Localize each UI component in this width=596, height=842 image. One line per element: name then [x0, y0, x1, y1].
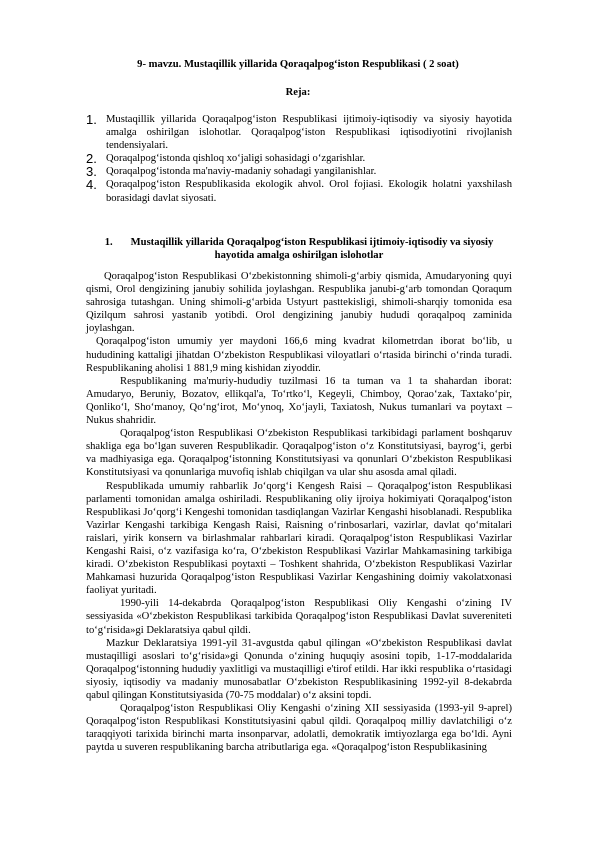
plan-list: [86, 113, 512, 205]
paragraph: Qoraqalpog‘iston Respublikasi Oliy Kengashi o‘zining XII sessiyasida (1993-yil 9-aprel) Qoraqalpog‘iston Respublikasi Konstitutsiyasini qabul qildi. Qoraqalpoq milliy davlatchiligi o‘z taraqqiyoti tarixida birinchi marta insonparvar, adolatli, demokratik imtiyozlarga ega bo‘ldi. Ayni paytda u suveren respublikaning barcha atributlariga ega. «Qoraqalpog‘iston Respublikasining: [86, 703, 512, 754]
plan-item-text: Qoraqalpog‘istonda ma'naviy-madaniy sohadagi yangilanishlar.: [106, 166, 377, 178]
section-number: 1.: [104, 237, 113, 248]
plan-item-number: 1.: [86, 112, 97, 127]
section-heading-text: Mustaqillik yillarida Qoraqalpog‘iston Respublikasi ijtimoiy-iqtisodiy va siyosiy hayotida amalga oshirilgan islohotlar: [130, 237, 494, 262]
plan-item-number: 3.: [86, 164, 97, 180]
plan-item: [86, 152, 512, 165]
plan-item-number: 2.: [86, 151, 97, 167]
plan-item-text: Mustaqillik yillarida Qoraqalpog‘iston Respublikasi ijtimoiy-iqtisodiy va siyosiy hayotida amalga oshirilgan islohotlar. Qoraqalpog‘iston Respublikasi iqtisodiyotini rivojlanish tendensiyalari.: [106, 114, 512, 152]
paragraph: Qoraqalpog‘iston Respublikasi O‘zbekiston Respublikasi tarkibidagi parlament boshqaruv shakliga ega bo‘lgan suveren Respublikadir. Qoraqalpog‘iston o‘z Konstitutsiyasi, bayrog‘i, gerbi va madhiyasiga ega. Qoraqalpog‘istonning Konstitutsiyasi va qonunlari O‘zbekiston Respublikasi Konstitutsiyasi va qonunlariga muvofiq ishlab chiqilgan va ular shu asosda amal qiladi.: [86, 428, 512, 479]
paragraph: Respublikaning ma'muriy-hududiy tuzilmasi 16 ta tuman va 1 ta shahardan iborat: Amudaryo, Beruniy, Bozatov, ellikqal'a, To‘rtko‘l, Kegeyli, Chimboy, Qorao‘zak, Taxtako‘pir, Qonliko‘l, Sho‘manoy, Qo‘ng‘irot, Mo‘ynoq, Xo‘jayli, Taxiatosh, Nukus tumanlari va poytaxt – Nukus shahridir.: [86, 375, 512, 427]
plan-item-number: 4.: [86, 177, 97, 193]
plan-item: [86, 113, 512, 152]
paragraph: Qoraqalpog‘iston Respublikasi O‘zbekistonning shimoli-g‘arbiy qismida, Amudaryoning quyi qismi, Orol dengizining janubiy sohilida joylashgan. Respublika janubi-g‘arb tomondan Qoraqum sahrosiga tutashgan. Uning shimoli-g‘arbida Ustyurt pasttekisligi, shimoli-sharqiy tomonida esa Qizilqum sahrosi yastanib yotibdi. Orol dengizining janubiy hududi qoraqalpoq zaminida joylashgan.: [86, 271, 512, 335]
paragraph: 1990-yili 14-dekabrda Qoraqalpog‘iston Respublikasi Oliy Kengashi o‘zining IV sessiyasida «O‘zbekiston Respublikasi tarkibida Qoraqalpog‘iston Respublikasi Davlat suvereniteti to‘g‘risida»gi Deklaratsiya qabul qildi.: [86, 598, 512, 636]
plan-item-text: Qoraqalpog‘iston Respublikasida ekologik ahvol. Orol fojiasi. Ekologik holatni yaxshilash borasidagi davlat siyosati.: [106, 179, 512, 204]
plan-heading: Reja:: [285, 87, 311, 98]
paragraph: Respublikada umumiy rahbarlik Jo‘qorg‘i Kengesh Raisi – Qoraqalpog‘iston Respublikasi parlamenti tomonidan amalga oshiriladi. Respublikaning oliy ijroiya hokimiyati Qoraqalpog‘iston Respublikasi Jo‘qorg‘i Kengeshi tomonidan tasdiqlangan Vazirlar Kengashi hisoblanadi. Respublika Vazirlar Kengashi tarkibiga Kengash Raisi, Raisning o‘rinbosarlari, vazirlar, davlat qo‘mitalari raislari, yirik konsern va birlashmalar rahbarlari kiradi. Qoraqalpog‘iston Respublikasi Vazirlar Kengashi Raisi, o‘z vazifasiga ko‘ra, O‘zbekiston Respublikasi Vazirlar Mahkamasining tarkibiga kiradi. O‘zbekiston Respublikasi poytaxti – Toshkent shahrida, O‘zbekiston Respublikasi Vazirlar Mahkamasi huzurida Qoraqalpog‘iston Respublikasi Vazirlar Kengashining doimiy vakolatxonasi faoliyat yuritadi.: [86, 480, 512, 597]
plan-item-text: Qoraqalpog‘istonda qishloq xo‘jaligi sohasidagi o‘zgarishlar.: [106, 153, 366, 165]
plan-item: [86, 178, 512, 204]
page-title: 9- mavzu. Mustaqillik yillarida Qoraqalpog‘iston Respublikasi ( 2 soat): [137, 59, 459, 70]
paragraph: Mazkur Deklaratsiya 1991-yil 31-avgustda qabul qilingan «O‘zbekiston Respublikasi davlat mustaqilligi asoslari to‘g‘risida»gi Qonunda o‘zining huquqiy asosini topib, 1-17-moddalarida Qoraqalpog‘istonning hududiy yaxlitligi va mustaqilligi e'tirof etildi. Har ikki respublika o‘rtasidagi siyosiy, iqtisodiy va madaniy munosabatlar O‘zbekiston Respublikasining 1992-yil 8-dekabrda qabul qilingan Konstitutsiyasida (70-75 moddalar) o‘z aksini topdi.: [86, 637, 512, 701]
section-heading: [86, 236, 512, 262]
plan-item: [86, 165, 512, 178]
body-text: [86, 270, 512, 754]
paragraph: Qoraqalpog‘iston umumiy yer maydoni 166,6 ming kvadrat kilometrdan iborat bo‘lib, u hududining kattaligi jihatdan O‘zbekiston Respublikasi viloyatlari o‘rtasida birinchi o‘rinda turadi. Respublikaning aholisi 1 881,9 ming kishidan ziyoddir.: [86, 336, 512, 374]
